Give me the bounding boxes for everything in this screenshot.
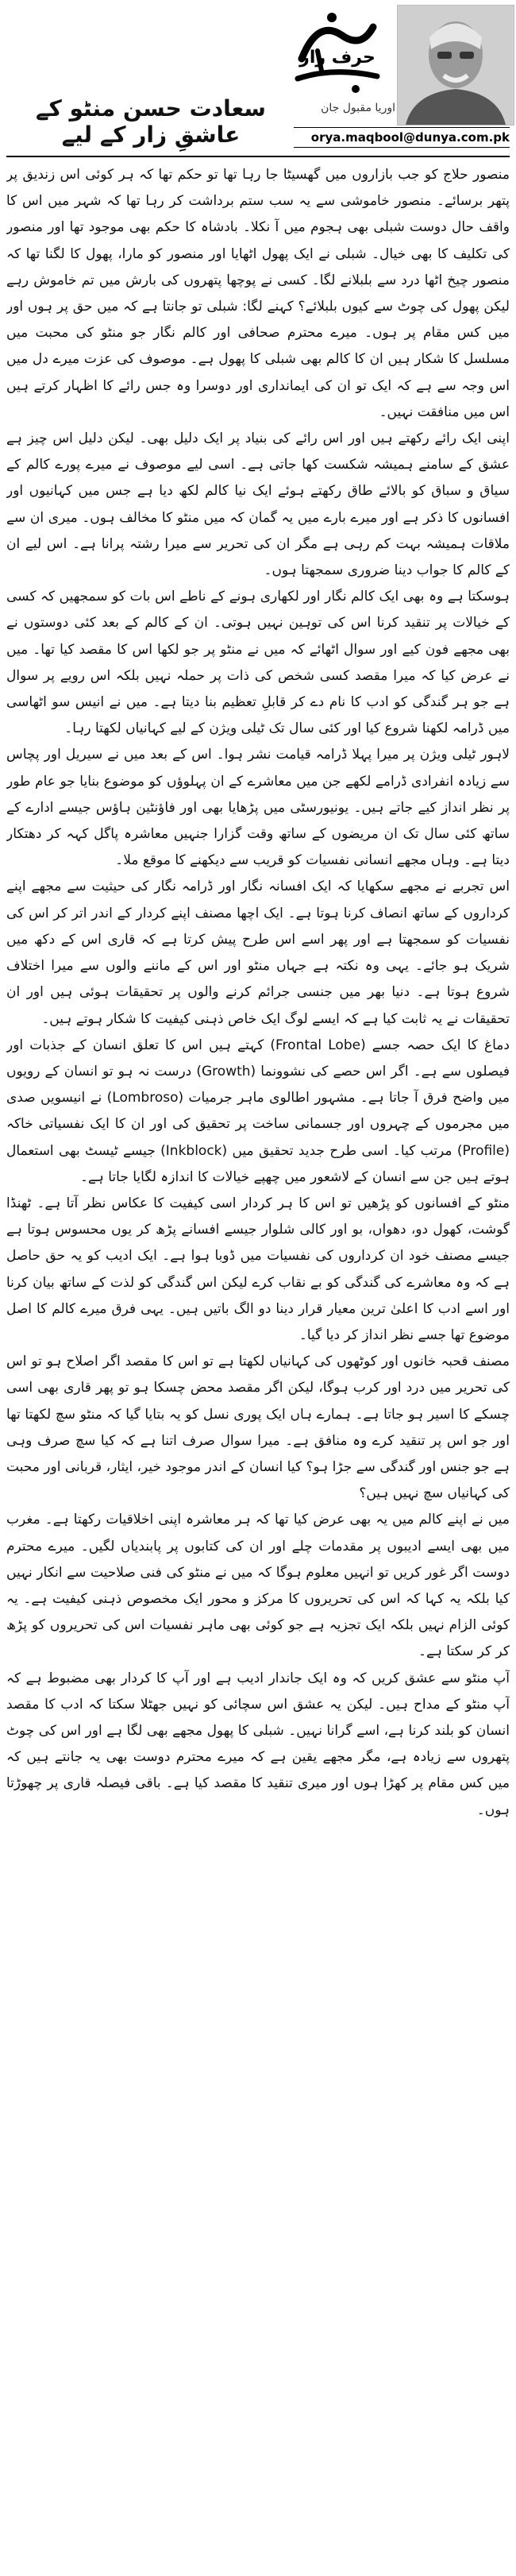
paragraph: اپنی ایک رائے رکھتے ہیں اور اس رائے کی بنیاد پر ایک دلیل بھی۔ لیکن دلیل اس چیز ہے عشق کے سامنے ہمیشہ شکست کھا جاتی ہے۔ اسی لیے موصوف نے میرے پورے کالم کے سیاق و سباق کو بالائے طاق رکھتے ہوئے ایک نیا کالم لکھ دیا ہے جس میں کہانیوں اور افسانوں کا ذکر ہے اور میرے بارے میں یہ گمان کہ میں منٹو کا مخالف ہوں۔ میری ان سے ملاقات ہمیشہ بہت کم رہی ہے مگر ان کی تحریر سے میرا رشتہ پرانا ہے۔ اس لیے ان کے کالم کا جواب دینا ضروری سمجھتا ہوں۔ bbox=[6, 431, 510, 579]
author-portrait-icon bbox=[398, 6, 514, 125]
author-photo bbox=[397, 5, 514, 126]
header-divider bbox=[6, 156, 510, 157]
paragraph: اس تجربے نے مجھے سکھایا کہ ایک افسانہ نگار اور ڈرامہ نگار کی حیثیت سے مجھے اپنے کرداروں کے ساتھ انصاف کرنا ہوتا ہے۔ ایک اچھا مصنف اپنے کردار کے اندر اتر کر اس کی نفسیات کو سمجھتا ہے اور پھر اسے اس طرح پیش کرتا ہے کہ قاری اس کے دکھ میں شریک ہو جائے۔ یہی وہ نکتہ ہے جہاں منٹو اور اس کے ماننے والوں سے میرا اختلاف شروع ہوتا ہے۔ دنیا بھر میں جنسی جرائم کرنے والوں پر تحقیقات ہوئی ہیں اور ان تحقیقات نے یہ ثابت کیا ہے کہ ایسے لوگ ایک خاص ذہنی کیفیت کا شکار ہوتے ہیں۔ bbox=[6, 879, 510, 1027]
logo-text: حرف راز bbox=[299, 48, 375, 68]
paragraph: دماغ کا ایک حصہ جسے (Frontal Lobe) کہتے ہیں اس کا تعلق انسان کے جذبات اور فیصلوں سے ہے۔ اگر اس حصے کی نشوونما (Growth) درست نہ ہو تو انسان کے رویوں میں واضح فرق آ جاتا ہے۔ مشہور اطالوی ماہر جرمیات (Lombroso) نے انیسویں صدی میں مجرموں کے چہروں اور جسمانی ساخت پر تحقیق کی اور ان کا ایک نفسیاتی خاکہ (Profile) مرتب کیا۔ اسی طرح جدید تحقیق میں (Inkblock) جیسے ٹیسٹ بھی استعمال ہوتے ہیں جن سے انسان کے لاشعور میں چھپے خیالات کا اندازہ لگایا جاتا ہے۔ bbox=[6, 1037, 510, 1185]
paragraph: منصور حلاج کو جب بازاروں میں گھسیٹا جا رہا تھا تو حکم تھا کہ ہر کوئی اس زندیق پر پتھر برسائے۔ منصور خاموشی سے یہ سب ستم برداشت کر رہا تھا کہ شہر میں اس کا واقف حال دوست شبلی بھی ہجوم میں آ نکلا۔ بادشاہ کا حکم بھی موجود تھا اور منصور کی تکلیف کا بھی خیال۔ شبلی نے ایک پھول اٹھایا اور منصور کو مارا، پھول کا لگنا تھا کہ منصور چیخ اٹھا درد سے بلبلانے لگا۔ کسی نے پوچھا پتھروں کی بارش میں تم خاموش رہے لیکن پھول کی چوٹ سے کیوں بلبلائے؟ کہنے لگا: شبلی تو جانتا ہے کہ میں حق پر ہوں اور میں کس مقام پر ہوں۔ میرے محترم صحافی اور کالم نگار جو منٹو کی محبت میں مسلسل کا شکار ہیں ان کا کالم بھی شبلی کا پھول ہے۔ موصوف کی عزت میرے دل میں اس وجہ سے ہے کہ ایک تو ان کی ایمانداری اور دوسرا وہ جس رائے کا اظہار کرتے ہیں اس میں منافقت نہیں۔ bbox=[6, 167, 510, 420]
paragraph: لاہور ٹیلی ویژن پر میرا پہلا ڈرامہ قیامت نشر ہوا۔ اس کے بعد میں نے سیریل اور پچاس سے زیادہ انفرادی ڈرامے لکھے جن میں معاشرے کے ان پہلوؤں کو موضوع بنایا جو عام طور پر نظر انداز کیے جاتے ہیں۔ یونیورسٹی میں پڑھایا بھی اور فاؤنٹین ہاؤس جیسے ادارے کے ساتھ کئی سال تک ان مریضوں کے ساتھ وقت گزارا جنہیں معاشرہ پاگل کہہ کر دھتکار دیتا ہے۔ وہاں مجھے انسانی نفسیات کو قریب سے دیکھنے کا موقع ملا۔ bbox=[6, 747, 510, 869]
paragraph: ہوسکتا ہے وہ بھی ایک کالم نگار اور لکھاری ہونے کے ناطے اس بات کو سمجھیں کہ کسی کے خیالات پر تنقید کرنا اس کی توہین نہیں ہوتی۔ ان کے کالم کے بعد کئی دوستوں نے بھی مجھے فون کیے اور سوال اٹھائے کہ میں نے منٹو پر جو لکھا اس کا مقصد کیا تھا۔ میں نے عرض کیا کہ میرا مقصد کسی شخص کی ذات پر حملہ نہیں بلکہ اس رویے پر سوال ہے جو ہر گندگی کو ادب کا نام دے کر قابلِ تعظیم بنا دیتا ہے۔ میں نے انیس سو اٹھاسی میں ڈرامہ لکھنا شروع کیا اور کئی سال تک ٹیلی ویژن کے لیے کہانیاں لکھتا رہا۔ bbox=[6, 589, 510, 737]
paragraph: منٹو کے افسانوں کو پڑھیں تو اس کا ہر کردار اسی کیفیت کا عکاس نظر آتا ہے۔ ٹھنڈا گوشت، کھول دو، دھواں، بو اور کالی شلوار جیسے افسانے پڑھ کر یوں محسوس ہوتا ہے جیسے مصنف خود ان کرداروں کی نفسیات میں ڈوبا ہوا ہے۔ ایک ادیب کو یہ حق حاصل ہے کہ وہ معاشرے کی گندگی کو بے نقاب کرے لیکن اس گندگی کو لذت کے ساتھ بیان کرنا اور اسے ادب کا اعلیٰ ترین معیار قرار دینا دو الگ باتیں ہیں۔ یہی فرق میرے کالم کا اصل موضوع تھا جسے نظر انداز کر دیا گیا۔ bbox=[6, 1195, 510, 1343]
column-header bbox=[0, 0, 516, 168]
column-body bbox=[6, 162, 510, 2569]
author-email[interactable]: orya.maqbool@dunya.com.pk bbox=[310, 130, 510, 145]
calligraphy-logo-icon bbox=[286, 3, 389, 98]
column-headline: سعادت حسن منٹو کے عاشقِ زار کے لیے bbox=[36, 95, 266, 148]
column-masthead-logo bbox=[286, 3, 389, 98]
paragraph: مصنف قحبہ خانوں اور کوٹھوں کی کہانیاں لکھتا ہے تو اس کا مقصد اگر اصلاح ہو تو اس کی تحریر میں درد اور کرب ہوگا، لیکن اگر مقصد محض چسکا ہو تو پھر قاری بھی اسی چسکے کا اسیر ہو جاتا ہے۔ ہمارے ہاں ایک پوری نسل کو یہ بتایا گیا کہ منٹو سچ لکھتا تھا اور جو اس پر تنقید کرے وہ منافق ہے۔ میرا سوال صرف اتنا ہے کہ کیا سچ صرف وہی ہے جو جنس اور گندگی سے جڑا ہو؟ کیا انسان کے اندر موجود خیر، ایثار، قربانی اور محبت کی کہانیاں سچ نہیں ہیں؟ bbox=[6, 1354, 510, 1502]
paragraph: آپ منٹو سے عشق کریں کہ وہ ایک جاندار ادیب ہے اور آپ کا کردار بھی مضبوط ہے کہ آپ منٹو کے مداح ہیں۔ لیکن یہ عشق اس سچائی کو نہیں جھٹلا سکتا کہ ادب کا مقصد انسان کو بلند کرنا ہے، اسے گرانا نہیں۔ شبلی کا پھول مجھے بھی لگا ہے اور اس کی چوٹ پتھروں سے زیادہ ہے، مگر مجھے یقین ہے کہ میرے محترم دوست بھی یہ جانتے ہیں کہ میں کس مقام پر کھڑا ہوں اور میری تنقید کا مقصد کیا ہے۔ باقی فیصلہ قاری پر چھوڑتا ہوں۔ bbox=[6, 1670, 510, 1818]
author-name: اوریا مقبول جان bbox=[321, 102, 395, 114]
paragraph: میں نے اپنے کالم میں یہ بھی عرض کیا تھا کہ ہر معاشرہ اپنی اخلاقیات رکھتا ہے۔ مغرب میں بھی ایسے ادیبوں پر مقدمات چلے اور ان کی کتابوں پر پابندیاں لگیں۔ میرے محترم دوست اگر غور کریں تو انہیں معلوم ہوگا کہ میں نے منٹو کی فنی صلاحیت سے انکار نہیں کیا بلکہ یہ کہا کہ اس کی تحریروں کا مرکز و محور ایک مخصوص ذہنی کیفیت ہے۔ یہ کوئی الزام نہیں بلکہ ایک تجزیہ ہے جو کوئی بھی ماہر نفسیات اس کی تحریروں کو پڑھ کر کر سکتا ہے۔ bbox=[6, 1512, 510, 1660]
